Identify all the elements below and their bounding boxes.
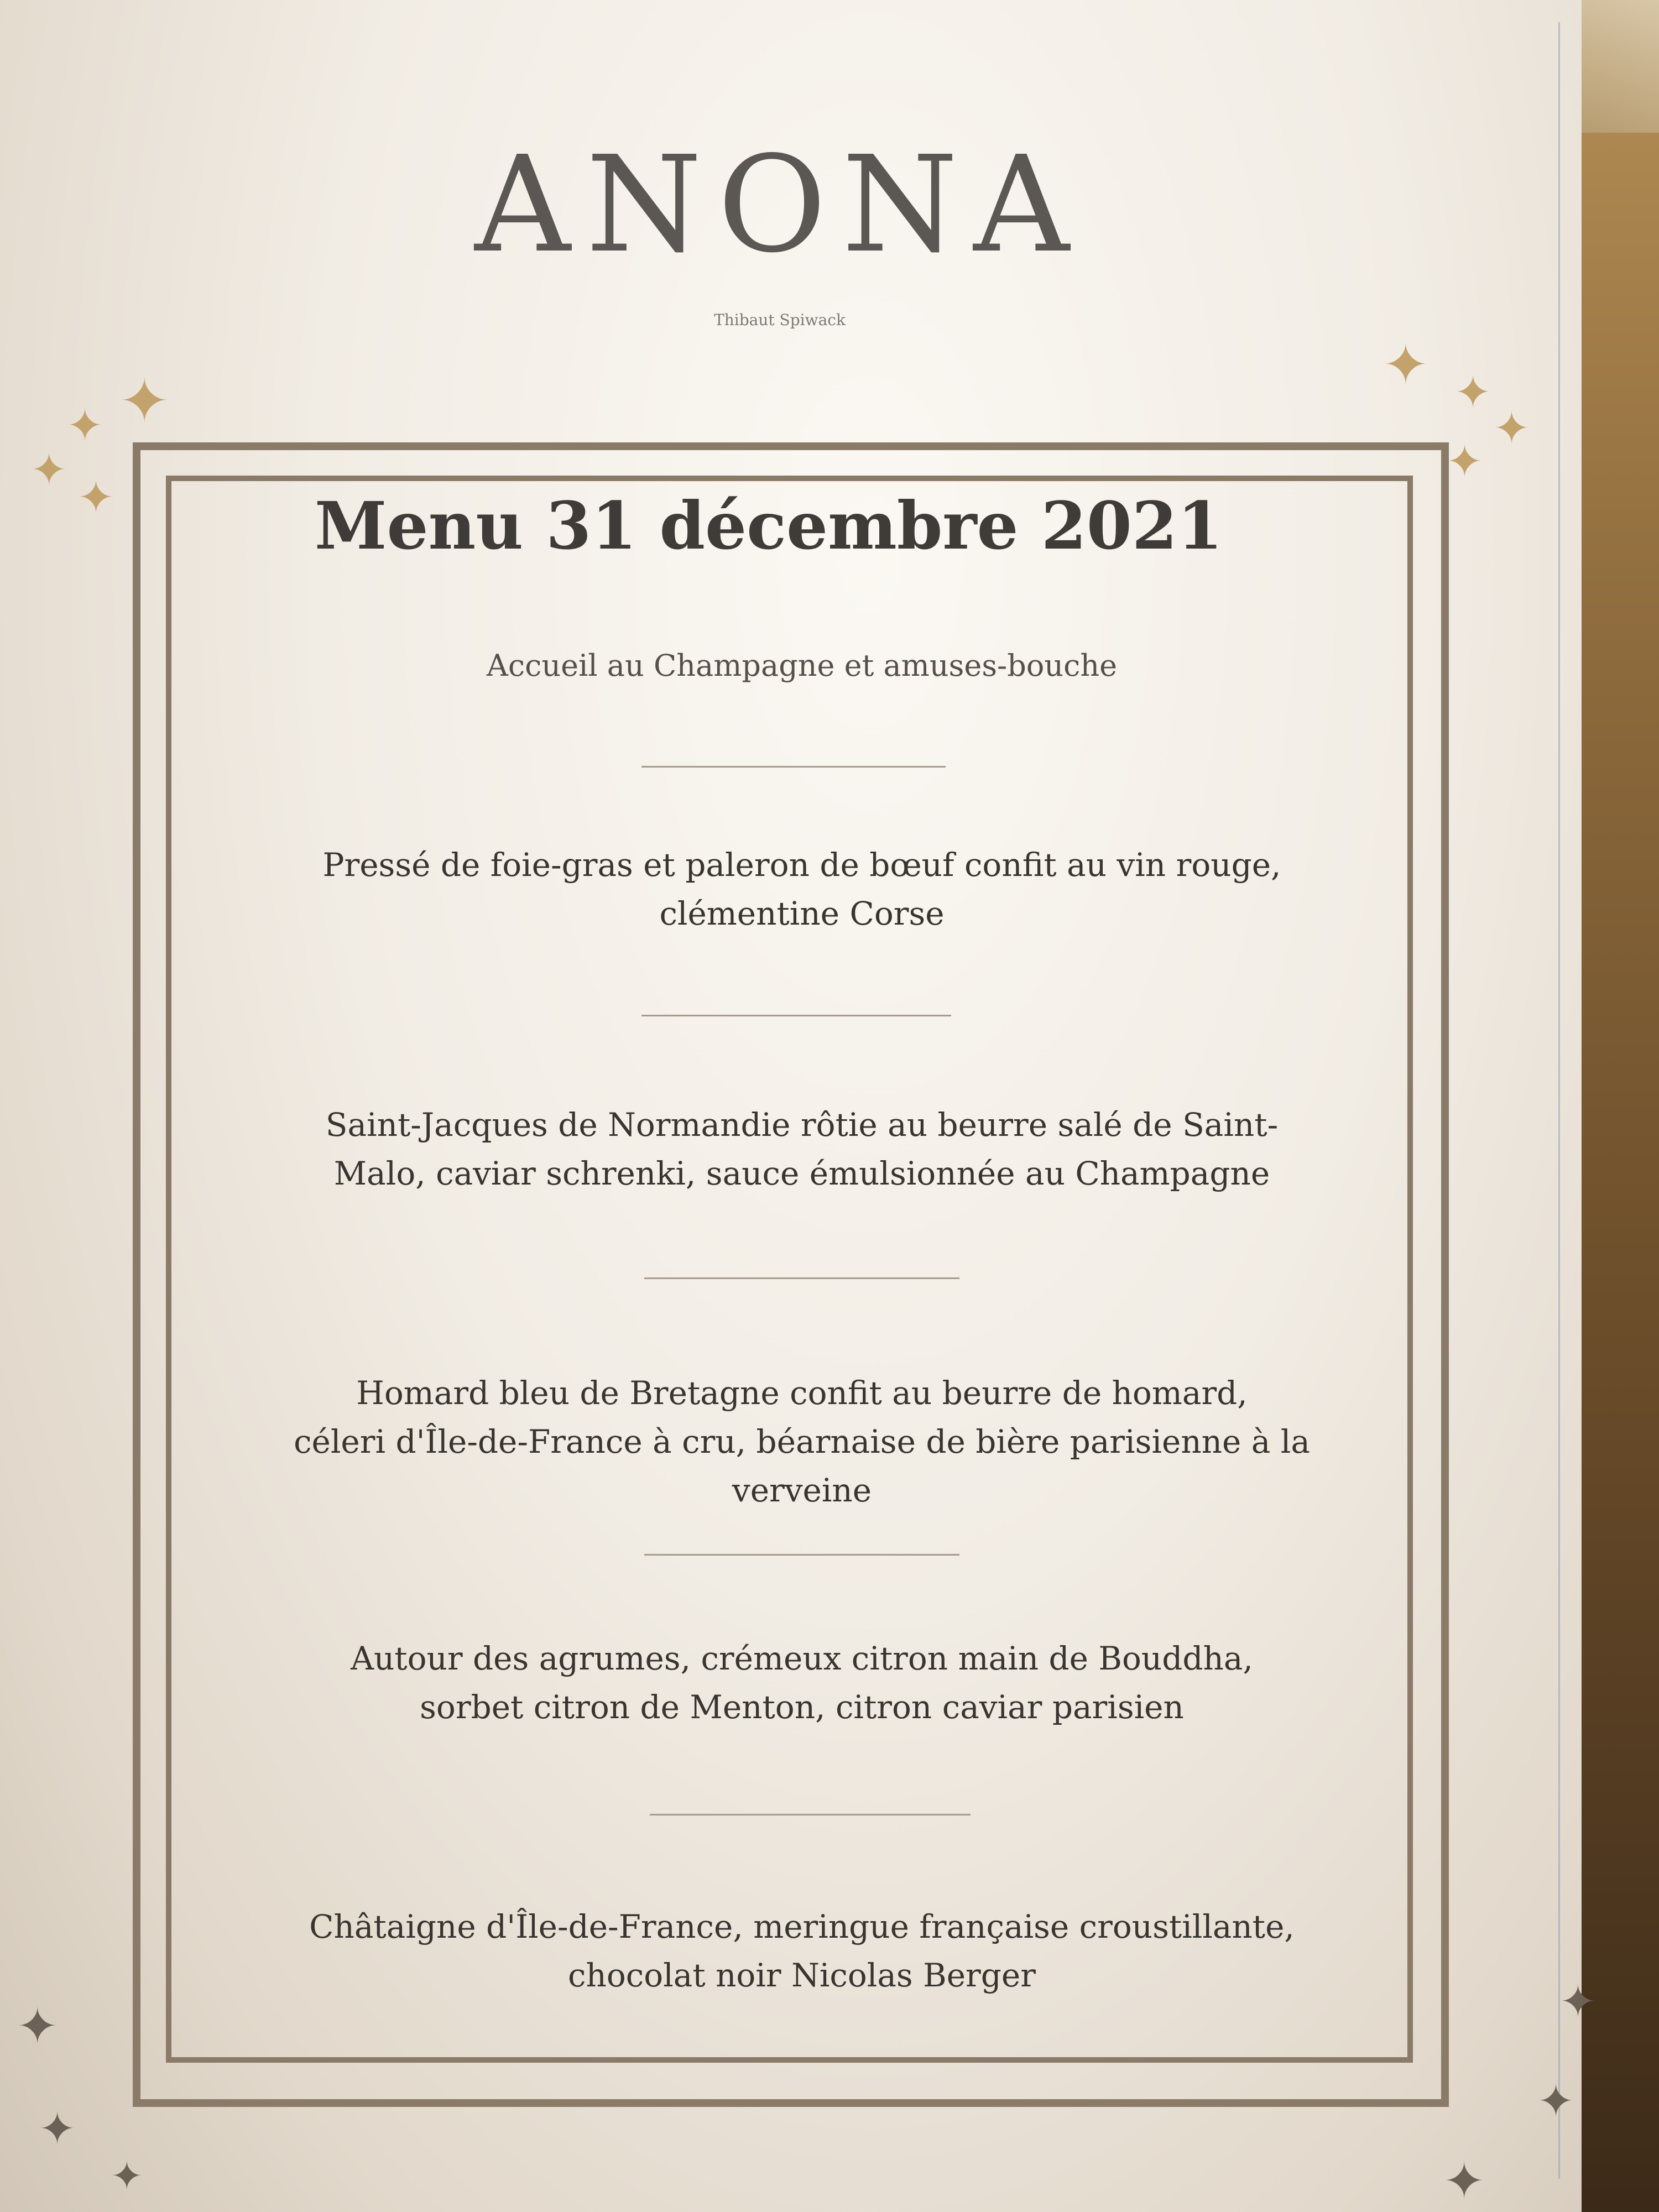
course-line: sorbet citron de Menton, citron caviar parisien: [420, 1688, 1184, 1726]
four-point-star-icon: ✦: [1446, 436, 1484, 487]
divider: [641, 766, 946, 768]
restaurant-logo: ANONA: [474, 127, 1085, 282]
divider: [641, 1015, 951, 1016]
menu-title: Menu 31 décembre 2021: [314, 487, 1223, 564]
course-line: chocolat noir Nicolas Berger: [568, 1957, 1036, 1994]
four-point-star-icon: ✦: [1454, 367, 1492, 418]
four-point-star-icon: ✦: [1537, 2075, 1575, 2127]
divider: [644, 1554, 959, 1556]
course-line: Châtaigne d'Île-de-France, meringue française croustillante,: [309, 1908, 1295, 1945]
four-point-star-icon: ✦: [1493, 403, 1531, 454]
course-line: Saint-Jacques de Normandie rôtie au beurre salé de Saint-: [325, 1106, 1279, 1144]
four-point-star-icon: ✦: [39, 2103, 76, 2154]
course-3: [249, 1369, 1355, 1515]
course-2: [249, 1100, 1355, 1198]
menu-frame-inner: [166, 476, 1413, 2063]
four-point-star-icon: ✦: [1559, 1976, 1597, 2027]
course-4: [249, 1634, 1355, 1731]
welcome-line: Accueil au Champagne et amuses-bouche: [486, 648, 1118, 683]
course-line: Autour des agrumes, crémeux citron main de Bouddha,: [351, 1640, 1253, 1677]
course-line: Pressé de foie-gras et paleron de bœuf confit au vin rouge,: [322, 846, 1281, 884]
four-point-star-icon: ✦: [30, 444, 68, 495]
paper-edge-line: [1558, 22, 1560, 2179]
course-line: Homard bleu de Bretagne confit au beurre de homard,: [356, 1374, 1248, 1412]
four-point-star-icon: ✦: [119, 366, 170, 436]
course-1: [249, 841, 1355, 938]
course-line: Malo, caviar schrenki, sauce émulsionnée au Champagne: [333, 1155, 1270, 1192]
course-line: clémentine Corse: [659, 895, 945, 932]
chef-name: Thibaut Spiwack: [714, 311, 846, 329]
four-point-star-icon: ✦: [66, 400, 104, 451]
four-point-star-icon: ✦: [77, 472, 115, 523]
four-point-star-icon: ✦: [1443, 2152, 1485, 2210]
four-point-star-icon: ✦: [111, 2153, 143, 2199]
course-5: [249, 1902, 1355, 2000]
divider: [644, 1277, 959, 1279]
four-point-star-icon: ✦: [1383, 332, 1429, 397]
table-corner-background: [1582, 0, 1659, 133]
four-point-star-icon: ✦: [17, 1997, 59, 2056]
course-line: céleri d'Île-de-France à cru, béarnaise de bière parisienne à la verveine: [294, 1423, 1310, 1509]
divider: [650, 1814, 971, 1815]
